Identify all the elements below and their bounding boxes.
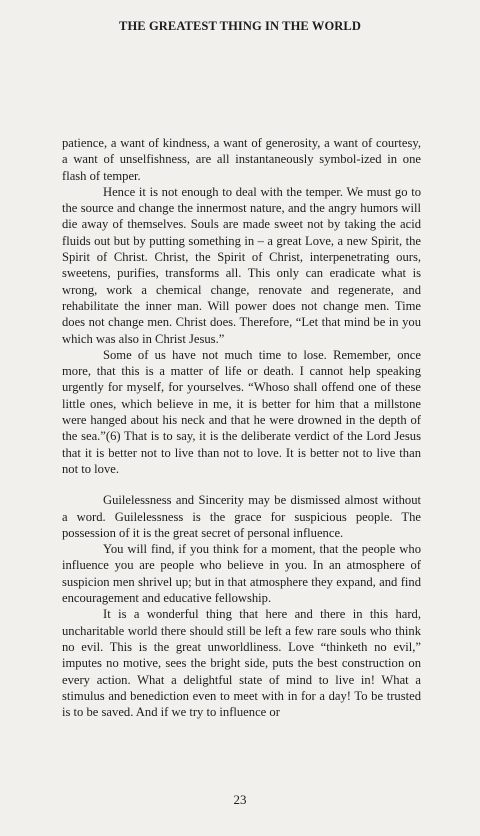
paragraph: It is a wonderful thing that here and there in this hard, uncharitable world there should still be left a few rare souls who think no evil. This is the great unworldliness. Love “thinketh no evil,” imputes no motive, sees the bright side, puts the best construction on every action. What a delightful state of mind to live in! What a stimulus and benediction even to meet with in for a day! To be trusted is to be saved. And if we try to influence or — [62, 607, 421, 720]
paragraph: You will find, if you think for a moment, that the people who influence you are people who believe in you. In an atmosphere of suspicion men shrivel up; but in that atmosphere they expand, and find encouragement and educative fellowship. — [62, 542, 421, 606]
paragraph: Guilelessness and Sincerity may be dismissed almost without a word. Guilelessness is the grace for suspicious people. The possession of it is the great secret of personal influence. — [62, 493, 421, 540]
paragraph: Some of us have not much time to lose. Remember, once more, that this is a matter of life or death. I cannot help speaking urgently for myself, for yourselves. “Whoso shall offend one of these little ones, which believe in me, it is better for him that a millstone were hanged about his neck and that he were drowned in the depth of the sea.”(6) That is to say, it is the deliberate verdict of the Lord Jesus that it is better not to live than not to love. It is better not to live than not to love. — [62, 347, 421, 476]
body-text — [62, 135, 421, 720]
page-number: 23 — [233, 792, 247, 807]
running-header: THE GREATEST THING IN THE WORLD — [119, 19, 361, 33]
paragraph: Hence it is not enough to deal with the temper. We must go to the source and change the innermost nature, and the angry humors will die away of themselves. Souls are made sweet not by taking the acid fluids out but by putting something in – a great Love, a new Spirit, the Spirit of Christ. Christ, the Spirit of Christ, interpenetrating ours, sweetens, purifies, transforms all. This only can eradicate what is wrong, work a chemical change, renovate and regenerate, and rehabilitate the inner man. Will power does not change men. Time does not change men. Christ does. Therefore, “Let that mind be in you which was also in Christ Jesus.” — [62, 184, 421, 346]
paragraph: patience, a want of kindness, a want of generosity, a want of courtesy, a want of unselfishness, are all instantaneously symbol-ized in one flash of temper. — [62, 136, 421, 183]
